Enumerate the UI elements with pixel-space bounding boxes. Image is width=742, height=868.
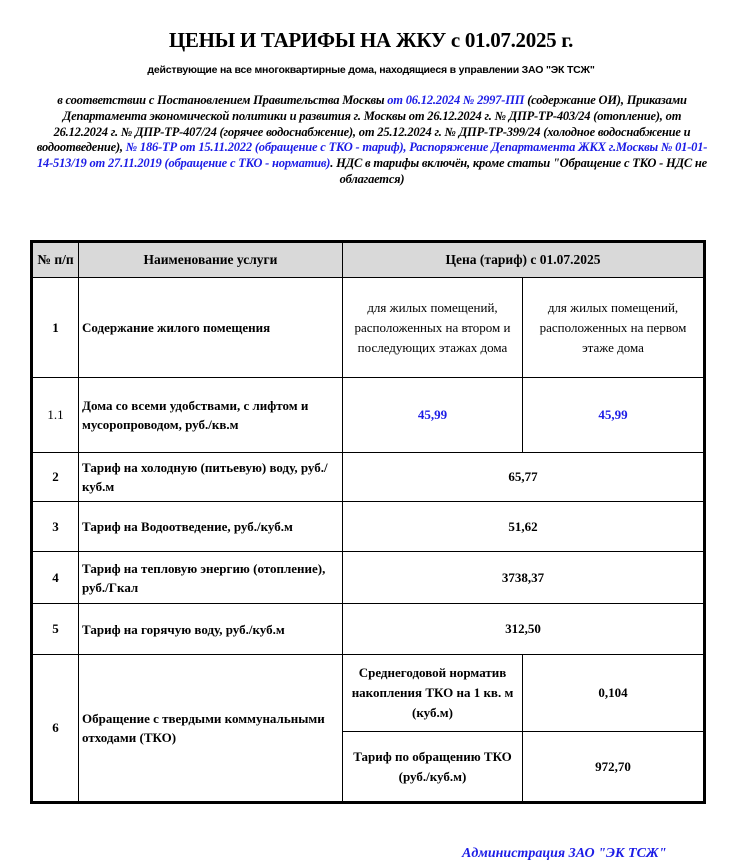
row-price: 312,50 (343, 604, 705, 655)
table-row (32, 453, 705, 502)
tko-tariff-value: 972,70 (523, 732, 705, 803)
row-num: 1.1 (32, 378, 79, 453)
price-upper-floors: 45,99 (343, 378, 523, 453)
document-subtitle: действующие на все многоквартирные дома, находящиеся в управлении ЗАО "ЭК ТСЖ" (147, 64, 595, 76)
row-price: 51,62 (343, 502, 705, 552)
document-title: ЦЕНЫ И ТАРИФЫ НА ЖКУ с 01.07.2025 г. (168, 28, 574, 52)
row-num: 1 (32, 278, 79, 378)
tko-norm-value: 0,104 (523, 655, 705, 732)
price-first-floor: 45,99 (523, 378, 705, 453)
row-service-name: Обращение с твердыми коммунальными отходами (ТКО) (79, 655, 343, 803)
preamble-text-1: в соответствии с Постановлением Правительства Москвы (57, 93, 388, 107)
table-row (32, 378, 705, 453)
row-price: 3738,37 (343, 552, 705, 604)
subheader-upper-floors: для жилых помещений, расположенных на втором и последующих этажах дома (343, 278, 523, 378)
preamble-tko-ref: № 186-ТР от 15.11.2022 (обращение с ТКО - тариф), Распоряжение Департамента ЖКХ г.Москвы № 01-01-14-513/19 от 27.11.2019 (обращение с ТКО - норматив) (36, 140, 708, 171)
row-num: 3 (32, 502, 79, 552)
row-price: 65,77 (343, 453, 705, 502)
header-price: Цена (тариф) с 01.07.2025 (343, 242, 705, 278)
preamble-text-3: . НДС в тарифы включён, кроме статьи "Обращение с ТКО - НДС не облагается) (330, 156, 708, 186)
row-num: 4 (32, 552, 79, 604)
row-num: 5 (32, 604, 79, 655)
table-header-row (32, 242, 705, 278)
row-service-name: Тариф на Водоотведение, руб./куб.м (79, 502, 343, 552)
table-row (32, 552, 705, 604)
header-service-name: Наименование услуги (79, 242, 343, 278)
row-num: 6 (32, 655, 79, 803)
row-service-name: Тариф на горячую воду, руб./куб.м (79, 604, 343, 655)
tko-norm-label: Среднегодовой норматив накопления ТКО на 1 кв. м (куб.м) (343, 655, 523, 732)
row-service-name: Содержание жилого помещения (79, 278, 343, 378)
legal-preamble (36, 93, 708, 188)
table-row (32, 278, 705, 378)
preamble-text-2: (содержание ОИ), Приказами Департамента экономической политики и развития г. Москвы от 26.12.2024 г. № ДПР-ТР-403/24 (отопление), от 26.12.2024 г. № ДПР-ТР-407/24 (горячее водоснабжение), от 25.12.2024 г. № ДПР-ТР-399/24 (холодное водоснабжение и водоотведение), (36, 93, 691, 155)
header-num: № п/п (32, 242, 79, 278)
table-row (32, 502, 705, 552)
row-num: 2 (32, 453, 79, 502)
signature-administration: Администрация ЗАО "ЭК ТСЖ" (462, 846, 667, 861)
tariffs-table (30, 240, 706, 804)
table-row (32, 655, 705, 732)
subheader-first-floor: для жилых помещений, расположенных на первом этаже дома (523, 278, 705, 378)
preamble-decree-ref: от 06.12.2024 № 2997-ПП (387, 93, 525, 107)
row-service-name: Дома со всеми удобствами, с лифтом и мусоропроводом, руб./кв.м (79, 378, 343, 453)
tko-tariff-label: Тариф по обращению ТКО (руб./куб.м) (343, 732, 523, 803)
table-row (32, 604, 705, 655)
row-service-name: Тариф на холодную (питьевую) воду, руб./куб.м (79, 453, 343, 502)
row-service-name: Тариф на тепловую энергию (отопление), руб./Гкал (79, 552, 343, 604)
